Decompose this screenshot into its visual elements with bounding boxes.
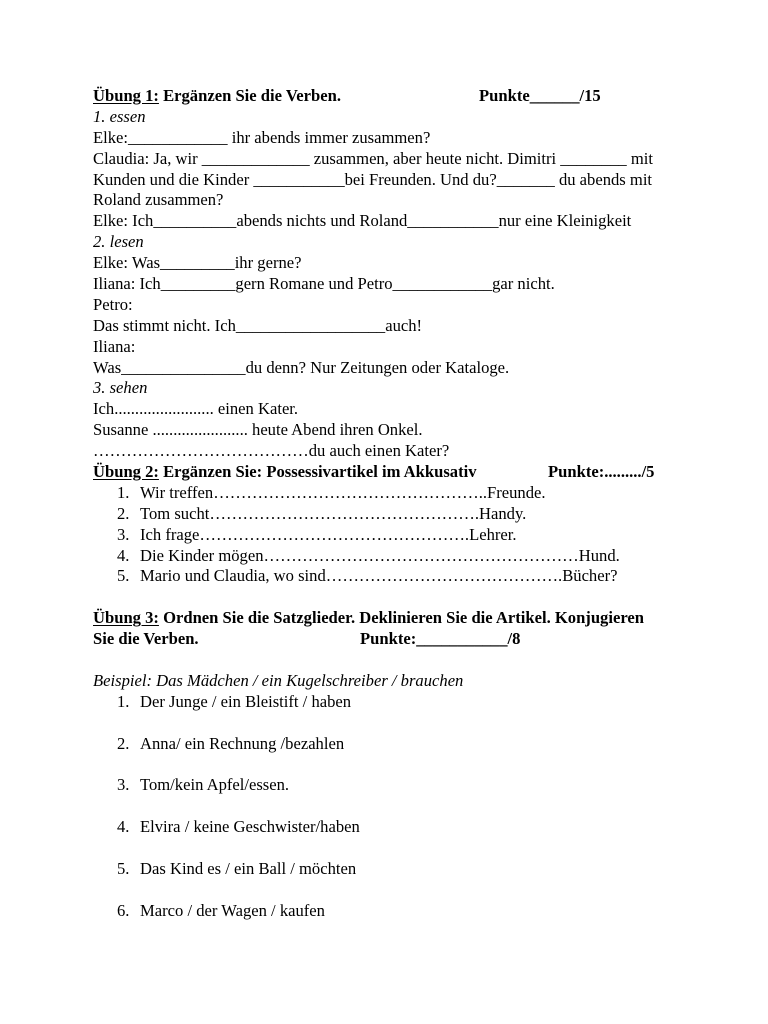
item-text: Das Kind es / ein Ball / möchten: [140, 858, 357, 878]
exercise-3-points: Punkte:___________/8: [360, 629, 521, 649]
exercise-3-title-line-1: Ordnen Sie die Satzglieder. Deklinieren Sie die Artikel. Konjugieren: [163, 608, 644, 628]
item-number: 6.: [117, 900, 130, 920]
exercise-1-sentence: Elke:____________ ihr abends immer zusammen?: [93, 127, 431, 147]
item-number: 2.: [117, 503, 130, 523]
exercise-2-label: Übung 2:: [93, 462, 159, 482]
exercise-3-label: Übung 3:: [93, 608, 159, 628]
spacer: [93, 650, 713, 671]
exercise-2-title: Ergänzen Sie: Possessivartikel im Akkusativ: [163, 462, 477, 482]
spacer: [93, 838, 713, 859]
exercise-1-sentence: Roland zusammen?: [93, 190, 224, 210]
item-number: 5.: [117, 858, 130, 878]
exercise-1-sentence: Iliana:: [93, 336, 136, 356]
item-text: Tom/kein Apfel/essen.: [140, 775, 290, 795]
item-text: Ich frage………………………………………….Lehrer.: [140, 524, 517, 544]
item-text: Wir treffen…………………………………………..Freunde.: [140, 482, 546, 502]
exercise-1-sentence: Das stimmt nicht. Ich__________________auch!: [93, 315, 423, 335]
exercise-1-heading: [93, 86, 713, 107]
exercise-1-sentence: Elke: Ich__________abends nichts und Roland___________nur eine Kleinigkeit: [93, 211, 632, 231]
item-number: 1.: [117, 691, 130, 711]
exercise-3-item: [93, 859, 713, 880]
item-number: 1.: [117, 482, 130, 502]
item-text: Anna/ ein Rechnung /bezahlen: [140, 733, 345, 753]
item-number: 3.: [117, 524, 130, 544]
item-text: Marco / der Wagen / kaufen: [140, 900, 325, 920]
exercise-3-item: [93, 775, 713, 796]
item-number: 2.: [117, 733, 130, 753]
exercise-3-heading-continued: [93, 629, 713, 650]
exercise-3-item: [93, 817, 713, 838]
exercise-1-sentence: Iliana: Ich_________gern Romane und Petro____________gar nicht.: [93, 274, 555, 294]
item-number: 5.: [117, 566, 130, 586]
item-text: Der Junge / ein Bleistift / haben: [140, 691, 352, 711]
exercise-2-item: [93, 525, 713, 546]
exercise-2-points: Punkte:........./5: [548, 462, 655, 482]
item-text: Elvira / keine Geschwister/haben: [140, 817, 360, 837]
spacer: [93, 713, 713, 734]
exercise-3-title-line-2: Sie die Verben.: [93, 629, 199, 649]
item-number: 4.: [117, 817, 130, 837]
exercise-1-sentence: Claudia: Ja, wir _____________ zusammen, aber heute nicht. Dimitri ________ mit: [93, 148, 653, 168]
exercise-2-item: [93, 566, 713, 587]
verb-label-essen: 1. essen: [93, 106, 146, 126]
item-number: 4.: [117, 545, 130, 565]
exercise-2-item: [93, 546, 713, 567]
exercise-1-label: Übung 1:: [93, 86, 159, 105]
spacer: [93, 755, 713, 776]
spacer: [93, 587, 713, 608]
item-number: 3.: [117, 775, 130, 795]
item-text: Mario und Claudia, wo sind…………………………………….Bücher?: [140, 566, 618, 586]
item-text: Tom sucht………………………………………….Handy.: [140, 503, 527, 523]
verb-label-sehen: 3. sehen: [93, 378, 148, 398]
exercise-1-sentence: Elke: Was_________ihr gerne?: [93, 253, 302, 273]
exercise-3-item: [93, 734, 713, 755]
exercise-1-sentence: Ich........................ einen Kater.: [93, 399, 299, 419]
exercise-3-example: Beispiel: Das Mädchen / ein Kugelschreiber / brauchen: [93, 670, 464, 690]
exercise-1-sentence: Susanne ....................... heute Abend ihren Onkel.: [93, 420, 423, 440]
exercise-2-item: [93, 483, 713, 504]
item-text: Die Kinder mögen…………………………………………………Hund.: [140, 545, 620, 565]
exercise-3-heading: [93, 608, 713, 629]
verb-label-lesen: 2. lesen: [93, 232, 144, 252]
exercise-1-sentence: Was_______________du denn? Nur Zeitungen oder Kataloge.: [93, 357, 510, 377]
exercise-1-title: Ergänzen Sie die Verben.: [163, 86, 342, 105]
exercise-3-item: [93, 692, 713, 713]
document-body: [93, 86, 713, 922]
exercise-2-heading: [93, 462, 713, 483]
exercise-2-item: [93, 504, 713, 525]
spacer: [93, 880, 713, 901]
spacer: [93, 796, 713, 817]
exercise-1-points: Punkte______/15: [479, 86, 601, 105]
exercise-1-sentence: …………………………………du auch einen Kater?: [93, 441, 450, 461]
exercise-3-item: [93, 901, 713, 922]
exercise-1-sentence: Petro:: [93, 294, 133, 314]
exercise-1-sentence: Kunden und die Kinder ___________bei Freunden. Und du?_______ du abends mit: [93, 169, 653, 189]
